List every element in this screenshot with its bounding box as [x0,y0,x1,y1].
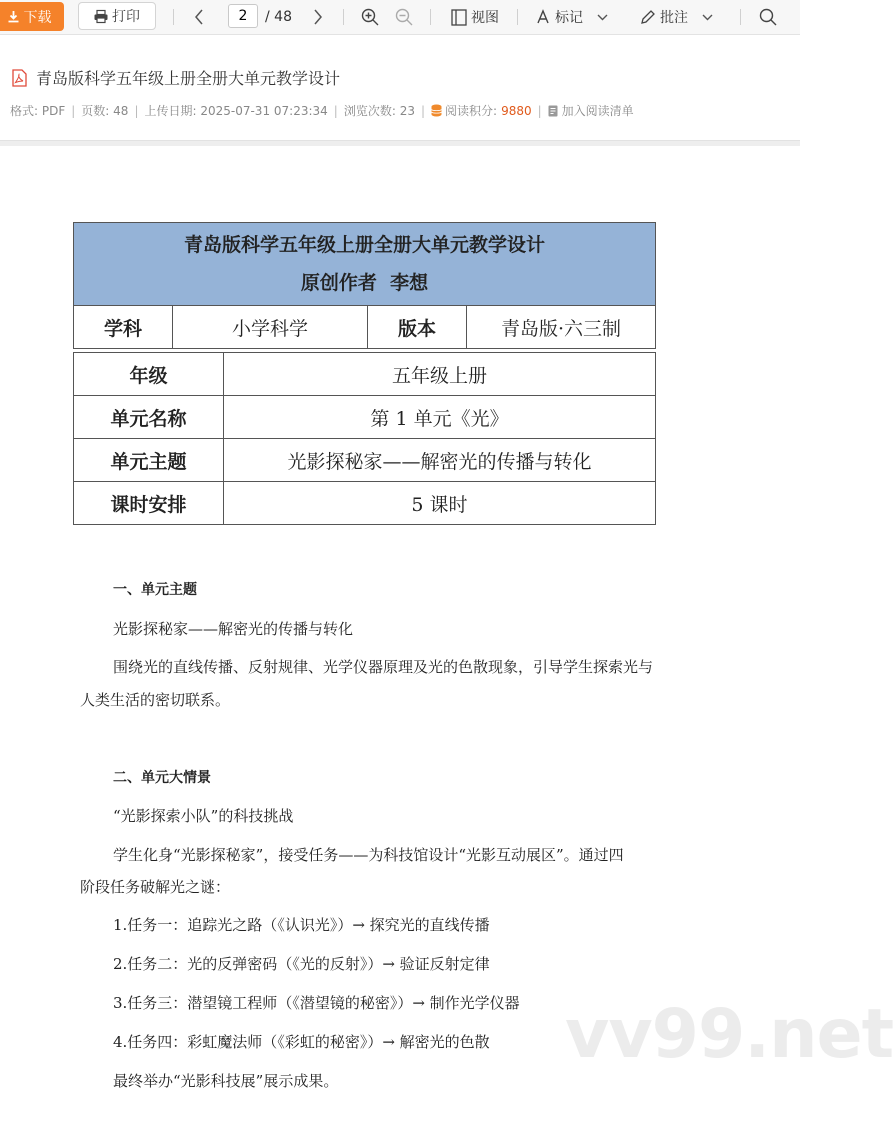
zoom-out-icon [395,8,413,26]
highlight-icon [535,9,551,25]
toolbar [0,0,800,35]
paragraph: 人类生活的密切联系。 [80,691,231,709]
toolbar-separator [343,9,344,25]
table-author: 原创作者 李想 [300,272,429,294]
toolbar-separator [740,9,741,25]
table-row [74,396,656,439]
zoom-out-button[interactable] [395,0,413,34]
paragraph: 围绕光的直线传播、反射规律、光学仪器原理及光的色散现象，引导学生探索光与 [113,658,654,676]
view-label: 视图 [471,10,499,26]
meta-format: 格式: PDF [10,104,66,118]
list-item: 2.任务二：光的反弹密码（《光的反射》）→ 验证反射定律 [113,955,490,973]
grade-value: 五年级上册 [224,353,656,396]
chevron-down-icon [702,14,713,21]
meta-score-value: 9880 [501,103,532,118]
add-reading-list-link[interactable]: 加入阅读清单 [561,104,634,118]
chevron-right-icon [313,9,323,25]
list-item: 3.任务三：潜望镜工程师（《潜望镜的秘密》）→ 制作光学仪器 [113,994,520,1012]
view-icon [451,9,467,26]
table-row [74,439,656,482]
table-row [74,482,656,525]
search-button[interactable] [759,0,777,34]
doc-title-row [10,66,340,89]
print-label: 打印 [112,9,140,25]
list-item: 4.任务四：彩虹魔法师（《彩虹的秘密》）→ 解密光的色散 [113,1033,490,1051]
unit-detail-table [73,352,656,525]
table-header-cell [74,223,656,306]
download-button[interactable] [0,2,64,31]
mark-label: 标记 [555,10,583,26]
printer-icon [94,10,108,23]
chevron-left-icon [194,9,204,25]
paragraph: 学生化身“光影探秘家”，接受任务——为科技馆设计“光影互动展区”。通过四 [113,846,624,864]
table-row [74,306,656,349]
download-label: 下载 [23,9,52,26]
pdf-icon [10,69,28,87]
grade-label: 年级 [74,353,224,396]
paragraph: 光影探秘家——解密光的传播与转化 [113,620,354,638]
paragraph: 阶段任务破解光之谜： [80,878,231,896]
download-icon [7,10,20,23]
page-number-input[interactable] [228,4,258,28]
meta-pages: 页数: 48 [81,104,129,118]
unit-name-value: 第 1 单元《光》 [224,396,656,439]
pen-icon [640,9,656,25]
search-icon [759,8,777,26]
toolbar-separator [173,9,174,25]
unit-info-table [73,222,656,349]
edition-value: 青岛版·六三制 [467,306,656,349]
table-title: 青岛版科学五年级上册全册大单元教学设计 [183,234,545,256]
unit-theme-value: 光影探秘家——解密光的传播与转化 [224,439,656,482]
doc-meta: 格式: PDF | 页数: 48 | 上传日期: 2025-07-31 07:23:34 | 浏览次数: 23 | 阅读积分: 9880 | 加入阅读清单 [10,103,634,118]
schedule-value: 5 课时 [224,482,656,525]
subject-value: 小学科学 [173,306,368,349]
meta-score-label: 阅读积分: [445,104,498,118]
meta-views: 浏览次数: 23 [343,104,415,118]
view-button[interactable] [451,0,499,34]
chevron-down-icon [597,14,608,21]
paragraph: “光影探索小队”的科技挑战 [113,807,294,825]
unit-theme-label: 单元主题 [74,439,224,482]
zoom-in-icon [361,8,379,26]
subject-label: 学科 [74,306,173,349]
print-button[interactable] [78,2,156,30]
annotate-button[interactable] [640,0,713,34]
watermark: vv99.net [565,995,893,1074]
section-heading: 一、单元主题 [113,582,197,598]
reading-list-icon[interactable] [548,105,558,117]
header-divider [0,140,800,146]
prev-page-button[interactable] [194,0,204,34]
total-pages: / 48 [265,9,292,25]
edition-label: 版本 [368,306,467,349]
next-page-button[interactable] [313,0,323,34]
mark-button[interactable] [535,0,608,34]
doc-title: 青岛版科学五年级上册全册大单元教学设计 [36,69,341,88]
schedule-label: 课时安排 [74,482,224,525]
zoom-in-button[interactable] [361,0,379,34]
section-heading: 二、单元大情景 [113,770,211,786]
toolbar-separator [517,9,518,25]
table-row [74,353,656,396]
unit-name-label: 单元名称 [74,396,224,439]
list-item: 1.任务一：追踪光之路（《认识光》）→ 探究光的直线传播 [113,916,490,934]
paragraph: 最终举办“光影科技展”展示成果。 [113,1072,339,1090]
meta-upload-date: 上传日期: 2025-07-31 07:23:34 [144,104,328,118]
coins-icon [431,104,442,117]
annotate-label: 批注 [660,10,688,26]
toolbar-separator [430,9,431,25]
